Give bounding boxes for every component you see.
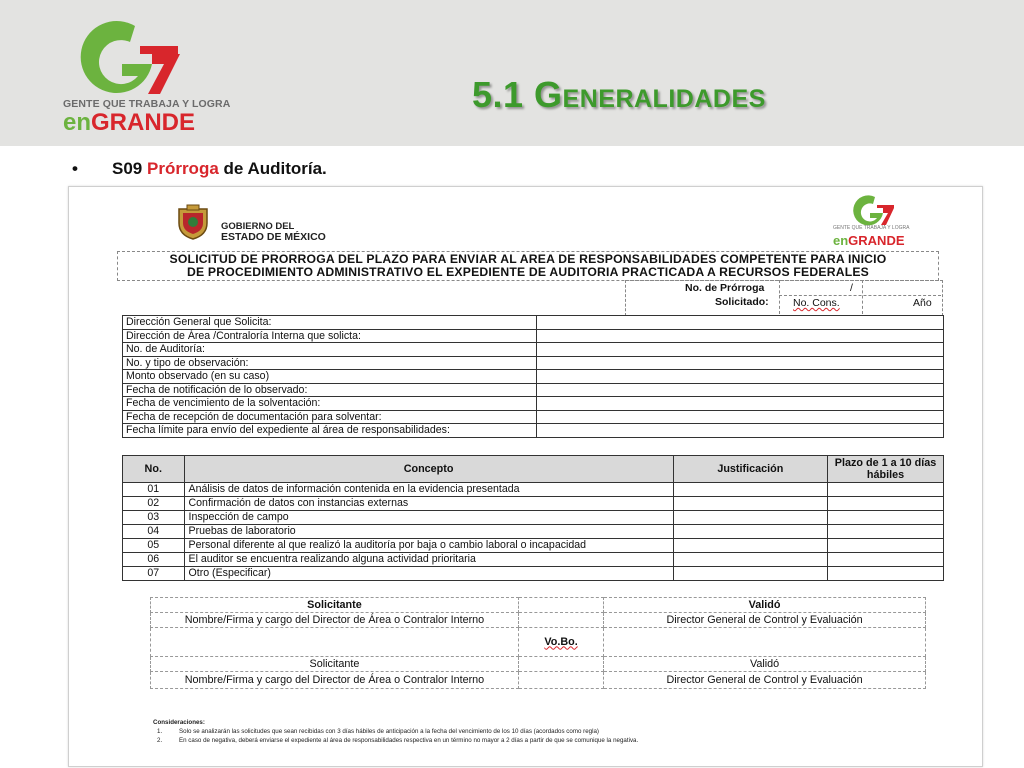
concept-justificacion [673,567,827,581]
concept-justificacion [673,511,827,525]
concept-no: 04 [123,525,185,539]
info-row-value [537,329,944,343]
consideration-item [153,736,638,745]
info-row-value [537,316,944,330]
concept-text: Personal diferente al que realizó la auditoría por baja o cambio laboral o incapacidad [184,539,673,553]
concept-row [123,567,944,581]
concept-justificacion [673,553,827,567]
considerations [153,718,638,745]
concept-justificacion [673,483,827,497]
g-logo-icon [60,18,220,98]
concept-no: 03 [123,511,185,525]
valido-title-2: Validó [604,657,926,672]
document-image [68,186,983,767]
logo-wordmark [63,111,195,135]
info-row-label: Dirección de Área /Contraloría Interna que solicta: [123,329,537,343]
solicitante-desc-1: Nombre/Firma y cargo del Director de Área o Contralor Interno [151,613,519,628]
doc-g-logo-icon [833,193,923,227]
info-row-label: Dirección General que Solicita: [123,316,537,330]
gov-logo-text [221,221,326,243]
info-row-value [537,383,944,397]
logo-tagline: GENTE QUE TRABAJA Y LOGRA [63,98,231,110]
info-row [123,316,944,330]
solicitante-title-1: Solicitante [151,598,519,613]
bullet-code: S09 [112,159,143,178]
concept-no: 02 [123,497,185,511]
engrande-logo [60,18,231,138]
concept-text: Inspección de campo [184,511,673,525]
concept-no: 06 [123,553,185,567]
info-row [123,383,944,397]
bullet-red-text: Prórroga [146,159,219,178]
info-row-label: Fecha de recepción de documentación para solventar: [123,410,537,424]
col-header-justificacion: Justificación [673,456,827,483]
doc-engrande-logo [833,193,923,251]
concept-plazo [827,567,943,581]
concept-text: El auditor se encuentra realizando alguna actividad prioritaria [184,553,673,567]
concept-no: 01 [123,483,185,497]
info-row [123,329,944,343]
concept-no: 05 [123,539,185,553]
col-header-concepto: Concepto [184,456,673,483]
info-row [123,356,944,370]
concept-plazo [827,525,943,539]
slide-title: 5.1 Generalidades [472,74,766,115]
solicitante-desc-2: Nombre/Firma y cargo del Director de Área o Contralor Interno [151,672,519,689]
info-row [123,397,944,411]
prorroga-cons: No. Cons. [793,297,840,309]
document-title-line2: DE PROCEDIMIENTO ADMINISTRATIVO EL EXPEDIENTE DE AUDITORIA PRACTICADA A RECURSOS FEDERALES [186,265,870,279]
concept-no: 07 [123,567,185,581]
consideration-number: 2. [157,737,163,744]
sign-blank [604,628,926,657]
prorroga-number-box [625,280,943,316]
bullet-rest-text: de Auditoría. [223,159,327,178]
consideration-text: En caso de negativa, deberá enviarse el expediente al área de responsabilidades respectiva en un término no mayor a 2 días a partir de que se comunique la negativa. [179,737,639,744]
concept-row [123,525,944,539]
info-row-value [537,410,944,424]
info-row-label: No. y tipo de observación: [123,356,537,370]
col-header-plazo: Plazo de 1 a 10 días hábiles [827,456,943,483]
info-row [123,370,944,384]
info-row-label: Monto observado (en su caso) [123,370,537,384]
valido-desc-1: Director General de Control y Evaluación [604,613,926,628]
info-row-value [537,356,944,370]
doc-logo-en: en [833,233,849,248]
col-header-no: No. [123,456,185,483]
considerations-title: Consideraciones: [153,719,205,726]
info-row [123,424,944,438]
concept-plazo [827,511,943,525]
document-title-line1: SOLICITUD DE PRORROGA DEL PLAZO PARA ENVIAR AL AREA DE RESPONSABILIDADES COMPETENTE PARA INICIO [169,252,887,266]
prorroga-label: No. de Prórroga [685,282,765,294]
concept-text: Confirmación de datos con instancias externas [184,497,673,511]
slide-header [0,0,1024,146]
info-row-value [537,370,944,384]
info-row-label: Fecha de vencimiento de la solventación: [123,397,537,411]
valido-desc-2: Director General de Control y Evaluación [604,672,926,689]
consideration-number: 1. [157,728,163,735]
gov-line2: ESTADO DE MÉXICO [221,231,326,243]
info-row [123,410,944,424]
sign-spacer [518,657,603,672]
concept-text: Otro (Especificar) [184,567,673,581]
info-row-label: No. de Auditoría: [123,343,537,357]
sign-blank [151,628,519,657]
logo-word-grande: GRANDE [91,109,196,136]
concept-justificacion [673,539,827,553]
concept-plazo [827,553,943,567]
concept-plazo [827,483,943,497]
concept-plazo [827,497,943,511]
solicitante-title-2: Solicitante [151,657,519,672]
concept-row [123,497,944,511]
bullet-item: • S09 Prórroga de Auditoría. [72,159,327,178]
doc-logo-tagline: GENTE QUE TRABAJA Y LOGRA [833,225,910,231]
vobo-label: Vo.Bo. [518,628,603,657]
concept-plazo [827,539,943,553]
concept-row [123,511,944,525]
doc-logo-wordmark [833,233,905,248]
document-title [117,251,939,281]
sign-spacer [518,613,603,628]
prorroga-slash: / [850,282,853,294]
info-row [123,343,944,357]
request-info-table [122,315,944,438]
concept-table [122,455,944,581]
concept-row [123,553,944,567]
gov-logo [173,203,363,243]
signature-table [150,597,926,689]
sign-spacer [518,672,603,689]
valido-title-1: Validó [604,598,926,613]
concept-justificacion [673,497,827,511]
concept-justificacion [673,525,827,539]
coat-of-arms-icon [173,203,213,241]
info-row-label: Fecha de notificación de lo observado: [123,383,537,397]
logo-word-en: en [63,109,92,136]
info-row-value [537,343,944,357]
sign-spacer [518,598,603,613]
info-row-value [537,424,944,438]
prorroga-solicitado-label: Solicitado: [715,296,769,308]
prorroga-year: Año [913,297,932,309]
consideration-text: Solo se analizarán las solicitudes que sean recibidas con 3 días hábiles de anticipación a la fecha del vencimiento de los 10 días (acordados como regla) [179,728,599,735]
concept-text: Análisis de datos de información contenida en la evidencia presentada [184,483,673,497]
concept-row [123,539,944,553]
gov-line1: GOBIERNO DEL [221,221,295,232]
doc-logo-grande: GRANDE [848,233,905,248]
concept-text: Pruebas de laboratorio [184,525,673,539]
info-row-value [537,397,944,411]
consideration-item [153,727,638,736]
info-row-label: Fecha límite para envío del expediente al área de responsabilidades: [123,424,537,438]
concept-row [123,483,944,497]
